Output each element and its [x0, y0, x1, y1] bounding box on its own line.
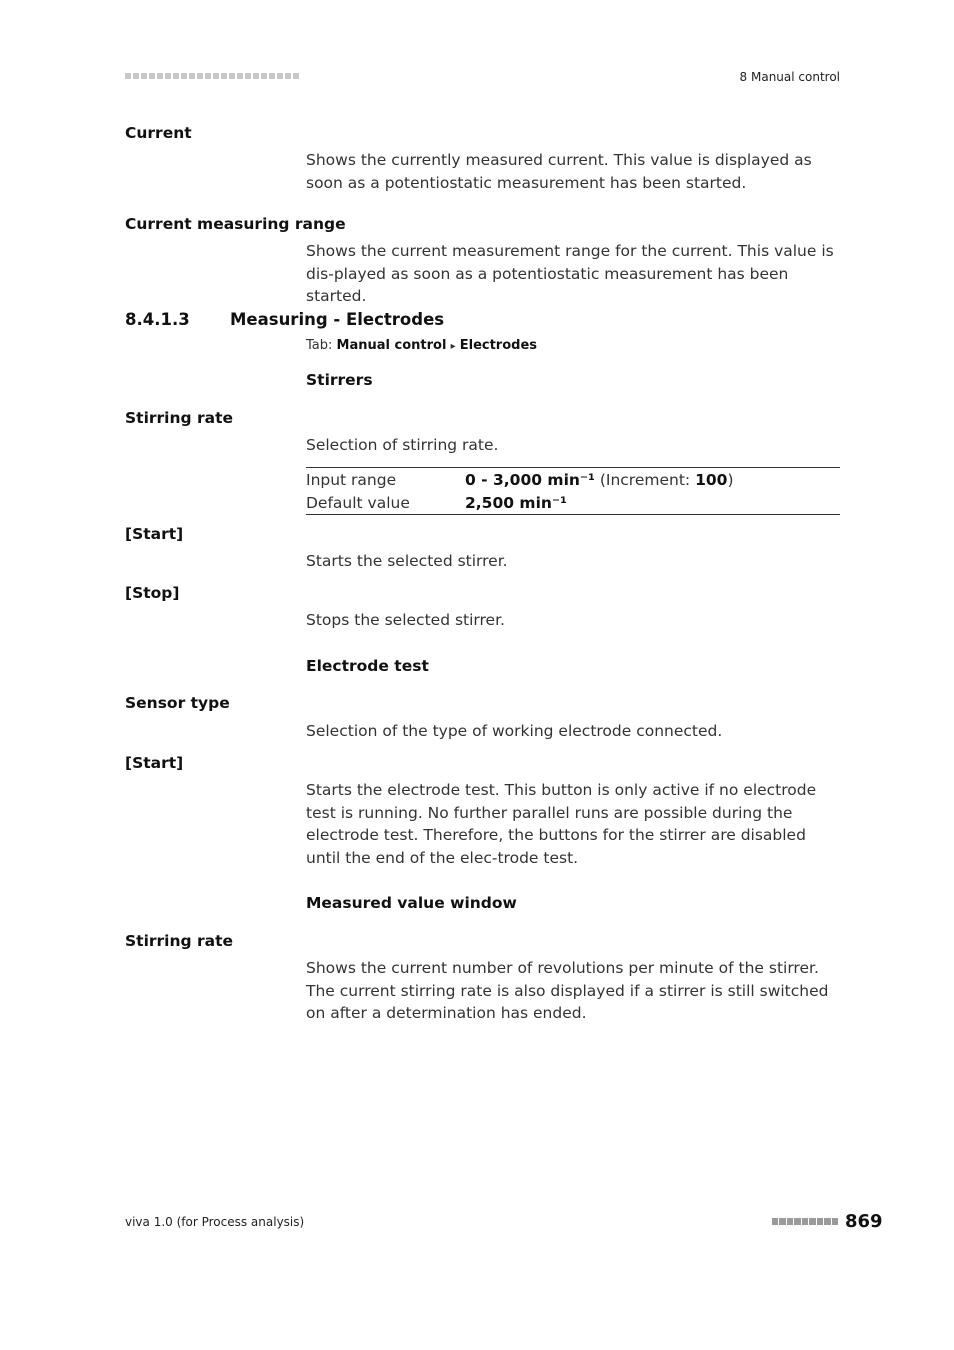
section-title: Measuring - Electrodes — [230, 310, 445, 329]
input-range-value — [465, 471, 734, 489]
desc-start-stirrer: Starts the selected stirrer. — [306, 552, 508, 570]
default-value-value — [465, 494, 567, 512]
desc-stirring-rate-measured: Shows the current number of revolutions per minute of the stirrer. The current stirring rate is also displayed if a stirrer is still switched on after a determination has ended. — [306, 959, 829, 1022]
desc-current: Shows the currently measured current. This value is displayed as soon as a potentiostatic measurement has been started. — [306, 151, 812, 192]
tab-arrow-icon: ▸ — [450, 341, 456, 352]
section-number: 8.4.1.3 — [125, 310, 190, 329]
parameter-table — [306, 467, 840, 515]
table-row-input-range — [306, 468, 840, 491]
term-sensor-type: Sensor type — [125, 694, 230, 712]
tab-prefix: Tab: — [306, 338, 333, 353]
default-value-number: 2,500 min⁻¹ — [465, 493, 567, 512]
header-decoration — [125, 70, 307, 82]
increment-prefix: (Increment: — [599, 470, 691, 489]
desc-current-measuring-range: Shows the current measurement range for the current. This value is dis-played as soon as a potentiostatic measurement has been started. — [306, 242, 834, 305]
subheading-electrode-test: Electrode test — [306, 657, 429, 675]
tab-path-electrodes: Electrodes — [459, 338, 538, 353]
term-start-electrode-test: [Start] — [125, 754, 184, 772]
desc-start-electrode-test: Starts the electrode test. This button is only active if no electrode test is running. No further parallel runs are possible during the electrode test. Therefore, the buttons for the stirrer are disabled until the end of the elec-trode test. — [306, 781, 817, 867]
page-number: 869 — [845, 1211, 883, 1232]
desc-sensor-type: Selection of the type of working electrode connected. — [306, 722, 723, 740]
term-stirring-rate-measured: Stirring rate — [125, 932, 234, 950]
desc-stop-stirrer: Stops the selected stirrer. — [306, 611, 505, 629]
tab-path-manual-control: Manual control — [336, 338, 447, 353]
term-stirring-rate: Stirring rate — [125, 409, 234, 427]
footer-decoration — [772, 1218, 838, 1226]
subheading-stirrers: Stirrers — [306, 371, 373, 389]
increment-value: 100 — [695, 470, 728, 489]
chapter-header: 8 Manual control — [739, 70, 840, 84]
tab-path — [306, 338, 537, 353]
subheading-measured-value-window: Measured value window — [306, 894, 517, 912]
input-range-label: Input range — [306, 470, 397, 489]
term-stop-stirrer: [Stop] — [125, 584, 180, 602]
input-range-range: 0 - 3,000 min⁻¹ — [465, 470, 595, 489]
term-start-stirrer: [Start] — [125, 525, 184, 543]
term-current-measuring-range: Current measuring range — [125, 215, 346, 233]
footer-product: viva 1.0 (for Process analysis) — [125, 1215, 305, 1229]
increment-suffix: ) — [727, 470, 734, 489]
desc-stirring-rate: Selection of stirring rate. — [306, 436, 499, 454]
term-current: Current — [125, 124, 192, 142]
default-value-label: Default value — [306, 493, 410, 512]
table-row-default-value — [306, 491, 840, 514]
